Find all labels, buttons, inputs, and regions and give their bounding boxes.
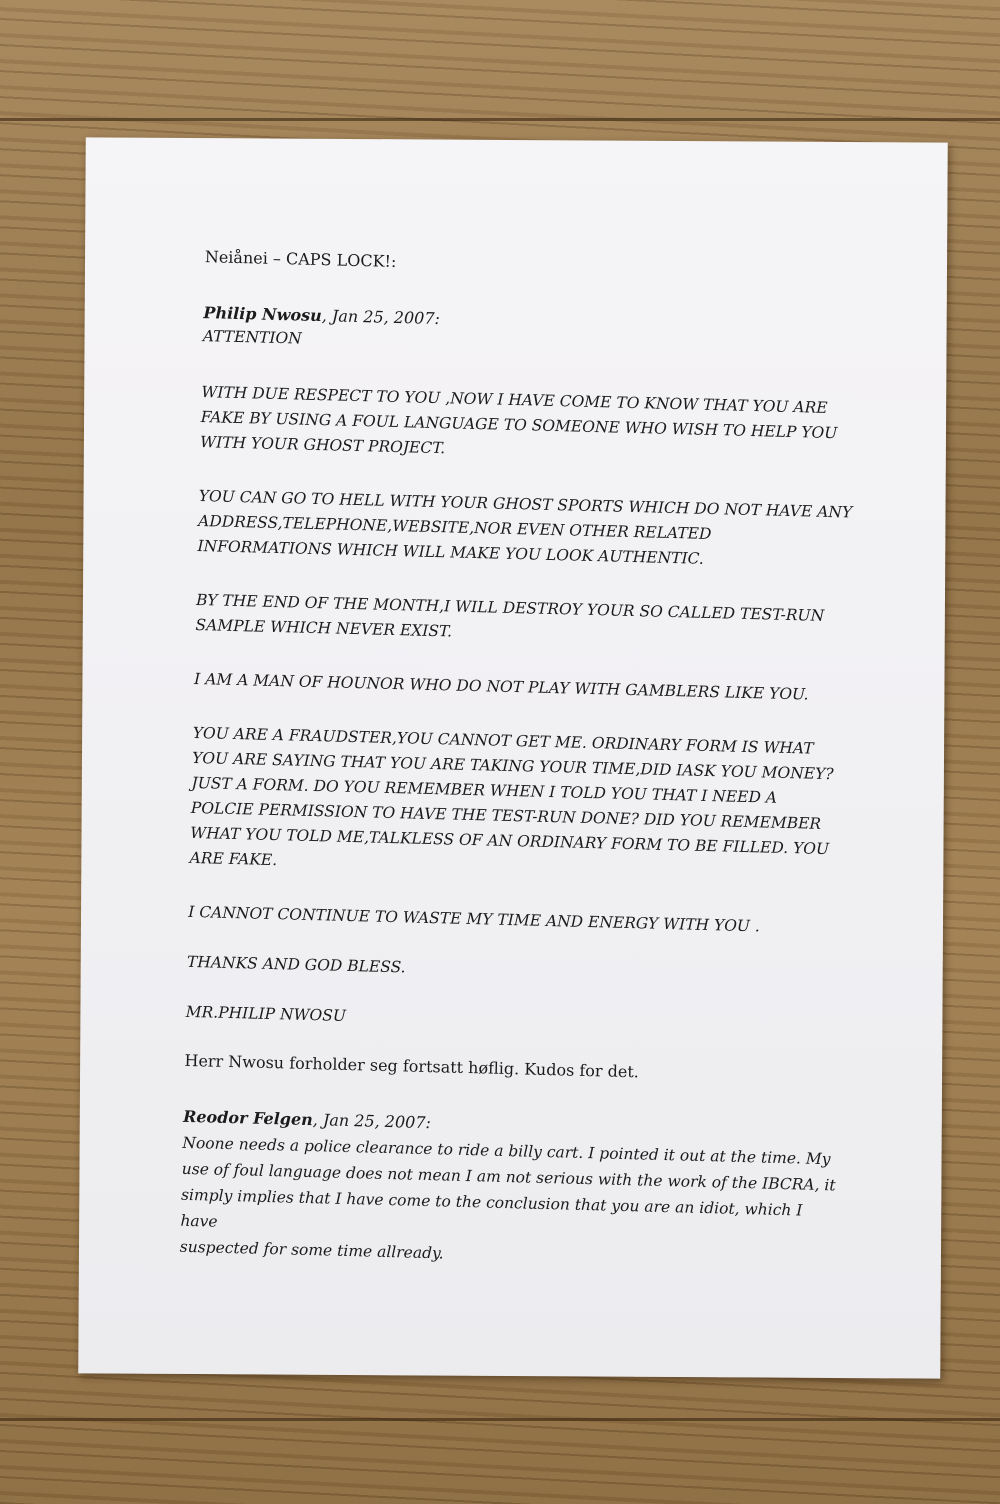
letter-paragraph: WITH DUE RESPECT TO YOU ,NOW I HAVE COME TO KNOW THAT YOU ARE FAKE BY USING A FOUL LANGUAGE TO SOMEONE WHO WISH TO HELP YOU WITH YOUR GHOST PROJECT. — [199, 383, 838, 458]
letter-paragraph: I CANNOT CONTINUE TO WASTE MY TIME AND ENERGY WITH YOU . — [188, 902, 761, 936]
reply-date: , Jan 25, 2007: — [312, 1110, 432, 1133]
table-plank-seam — [0, 1418, 1000, 1421]
letter-paragraph: ATTENTION — [202, 327, 302, 348]
reply-author: Reodor Felgen — [182, 1106, 314, 1130]
letter-paragraph: YOU CAN GO TO HELL WITH YOUR GHOST SPORTS WHICH DO NOT HAVE ANY ADDRESS,TELEPHONE,WEBSITE,NOR EVEN OTHER RELATED INFORMATIONS WHICH WILL MAKE YOU LOOK AUTHENTIC. — [197, 487, 853, 568]
letter-paragraph: YOU ARE A FRAUDSTER,YOU CANNOT GET ME. ORDINARY FORM IS WHAT YOU ARE SAYING THAT YOU ARE TAKING YOUR TIME,DID IASK YOU MONEY? JUST A FORM. DO YOU REMEMBER WHEN I TOLD YOU THAT I NEED A POLCIE PERMISSION TO HAVE THE TEST-RUN DONE? DID YOU REMEMBER WHAT YOU TOLD ME,TALKLESS OF AN ORDINARY FORM TO BE FILLED. YOU ARE FAKE. — [189, 723, 834, 870]
printed-page — [78, 137, 948, 1378]
page-heading: Neiånei – CAPS LOCK!: — [204, 247, 397, 271]
reply-text: Noone needs a police clearance to ride a billy cart. I pointed it out at the time. My use of foul language does not mean I am not serious with the work of the IBCRA, it simply implies that I have come to the conclusion that you are an idiot, which I have suspected for some time allready. — [179, 1133, 836, 1263]
table-plank-seam — [0, 118, 1000, 121]
post-author: Philip Nwosu — [203, 303, 323, 326]
letter-paragraph: THANKS AND GOD BLESS. — [186, 952, 406, 977]
editor-comment: Herr Nwosu forholder seg fortsatt høflig. Kudos for det. — [184, 1050, 640, 1082]
page-content — [179, 246, 864, 1276]
letter-paragraph: BY THE END OF THE MONTH,I WILL DESTROY YOUR SO CALLED TEST-RUN SAMPLE WHICH NEVER EXIST. — [195, 590, 825, 641]
letter-paragraph: I AM A MAN OF HOUNOR WHO DO NOT PLAY WITH GAMBLERS LIKE YOU. — [193, 669, 809, 704]
letter-signature: MR.PHILIP NWOSU — [185, 1002, 347, 1025]
post-date: , Jan 25, 2007: — [321, 306, 441, 329]
